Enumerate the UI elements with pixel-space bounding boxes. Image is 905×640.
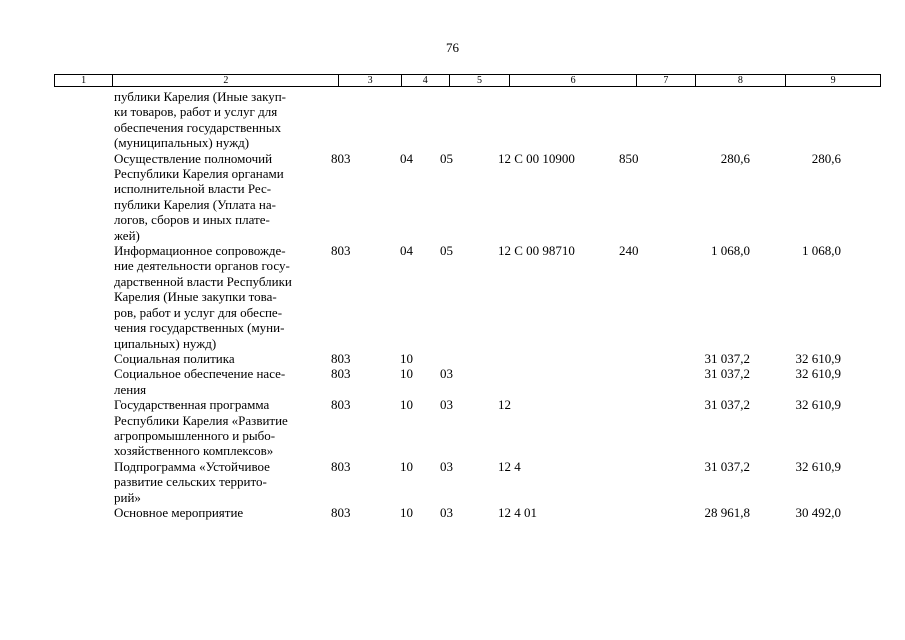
- row-subsection: 05: [440, 150, 453, 166]
- row-subsection: [433, 351, 491, 366]
- row-grbs: 803: [331, 366, 351, 382]
- row-section: 10: [400, 504, 413, 520]
- row-name: Основное мероприятие: [114, 504, 244, 520]
- row-expense-type: 240: [619, 243, 639, 259]
- row-value-8: 280,6: [720, 150, 750, 166]
- table-row: [54, 397, 881, 459]
- row-expense-type: [613, 459, 669, 505]
- row-grbs: 803: [331, 350, 351, 366]
- row-grbs: 803: [331, 504, 351, 520]
- table-row: [54, 505, 881, 520]
- column-number-header: [54, 74, 881, 87]
- row-value-9: 32 610,9: [795, 458, 841, 474]
- row-section: 10: [400, 350, 413, 366]
- row-subsection: [433, 89, 491, 151]
- row-subsection: 05: [440, 243, 453, 259]
- row-target-code: 12 С 00 10900: [498, 150, 575, 166]
- row-section: 04: [400, 243, 413, 259]
- row-value-9: 30 492,0: [795, 504, 841, 520]
- row-section: 10: [400, 366, 413, 382]
- row-value-9: [756, 89, 847, 151]
- row-expense-type: 850: [619, 150, 639, 166]
- row-grbs: 803: [331, 150, 351, 166]
- row-target-code: 12 4 01: [498, 504, 537, 520]
- table-row: [54, 89, 881, 151]
- row-value-8: 31 037,2: [704, 350, 750, 366]
- row-target-code: 12 С 00 98710: [498, 243, 575, 259]
- row-expense-type: [613, 366, 669, 397]
- column-header-7: 7: [637, 75, 695, 87]
- row-value-8: 31 037,2: [704, 366, 750, 382]
- row-value-9: 32 610,9: [795, 366, 841, 382]
- table-row: [54, 151, 881, 243]
- row-name: Социальная политика: [114, 350, 235, 366]
- row-value-8: 31 037,2: [704, 397, 750, 413]
- row-target-code: [491, 366, 613, 397]
- column-header-9: 9: [786, 75, 881, 87]
- row-section: 10: [400, 397, 413, 413]
- row-expense-type: [613, 89, 669, 151]
- row-target-code: 12 4: [498, 458, 521, 474]
- row-value-8: 31 037,2: [704, 458, 750, 474]
- row-value-9: 32 610,9: [795, 350, 841, 366]
- row-value-9: 1 068,0: [802, 243, 841, 259]
- column-header-1: 1: [55, 75, 113, 87]
- budget-table-body: [54, 89, 881, 520]
- row-grbs: 803: [331, 458, 351, 474]
- row-subsection: 03: [440, 366, 453, 382]
- row-subsection: 03: [440, 504, 453, 520]
- table-row: [54, 366, 881, 397]
- row-section: [387, 89, 433, 151]
- row-grbs: 803: [331, 243, 351, 259]
- row-expense-type: [613, 397, 669, 459]
- row-name: Государственная программа Республики Карелия «Развитие агропромышленного и рыбо- хозяйственного комплексов»: [114, 397, 288, 459]
- table-row: [54, 351, 881, 366]
- column-header-4: 4: [401, 75, 449, 87]
- row-section: 04: [400, 150, 413, 166]
- column-header-2: 2: [113, 75, 339, 87]
- row-name: Социальное обеспечение насе- ления: [114, 366, 286, 397]
- row-value-8: 1 068,0: [711, 243, 750, 259]
- row-value-8: [669, 89, 756, 151]
- row-grbs: [327, 89, 387, 151]
- row-name: Подпрограмма «Устойчивое развитие сельских террито- рий»: [114, 458, 270, 505]
- row-target-code: 12: [498, 397, 511, 413]
- row-grbs: 803: [331, 397, 351, 413]
- table-row: [54, 243, 881, 351]
- row-name: публики Карелия (Иные закуп- ки товаров, работ и услуг для обеспечения государственных (муниципальных) нужд): [114, 89, 287, 151]
- page-number: 76: [446, 40, 459, 55]
- row-expense-type: [613, 505, 669, 520]
- column-header-5: 5: [449, 75, 509, 87]
- row-expense-type: [613, 351, 669, 366]
- row-value-9: 280,6: [811, 150, 841, 166]
- row-value-8: 28 961,8: [704, 504, 750, 520]
- column-header-3: 3: [339, 75, 401, 87]
- row-subsection: 03: [440, 458, 453, 474]
- column-header-6: 6: [510, 75, 637, 87]
- row-subsection: 03: [440, 397, 453, 413]
- row-target-code: [491, 89, 613, 151]
- row-value-9: 32 610,9: [795, 397, 841, 413]
- table-row: [54, 459, 881, 505]
- row-name: Информационное сопровожде- ние деятельности органов госу- дарственной власти Республики Карелия (Иные закупки това- ров, работ и услуг для обеспе- чения государственных (муни- ципальных) нужд): [114, 243, 292, 351]
- row-name: Осуществление полномочий Республики Карелия органами исполнительной власти Рес- публики Карелия (Уплата на- логов, сборов и иных плате- жей): [114, 150, 284, 243]
- row-section: 10: [400, 458, 413, 474]
- row-target-code: [491, 351, 613, 366]
- column-header-8: 8: [695, 75, 786, 87]
